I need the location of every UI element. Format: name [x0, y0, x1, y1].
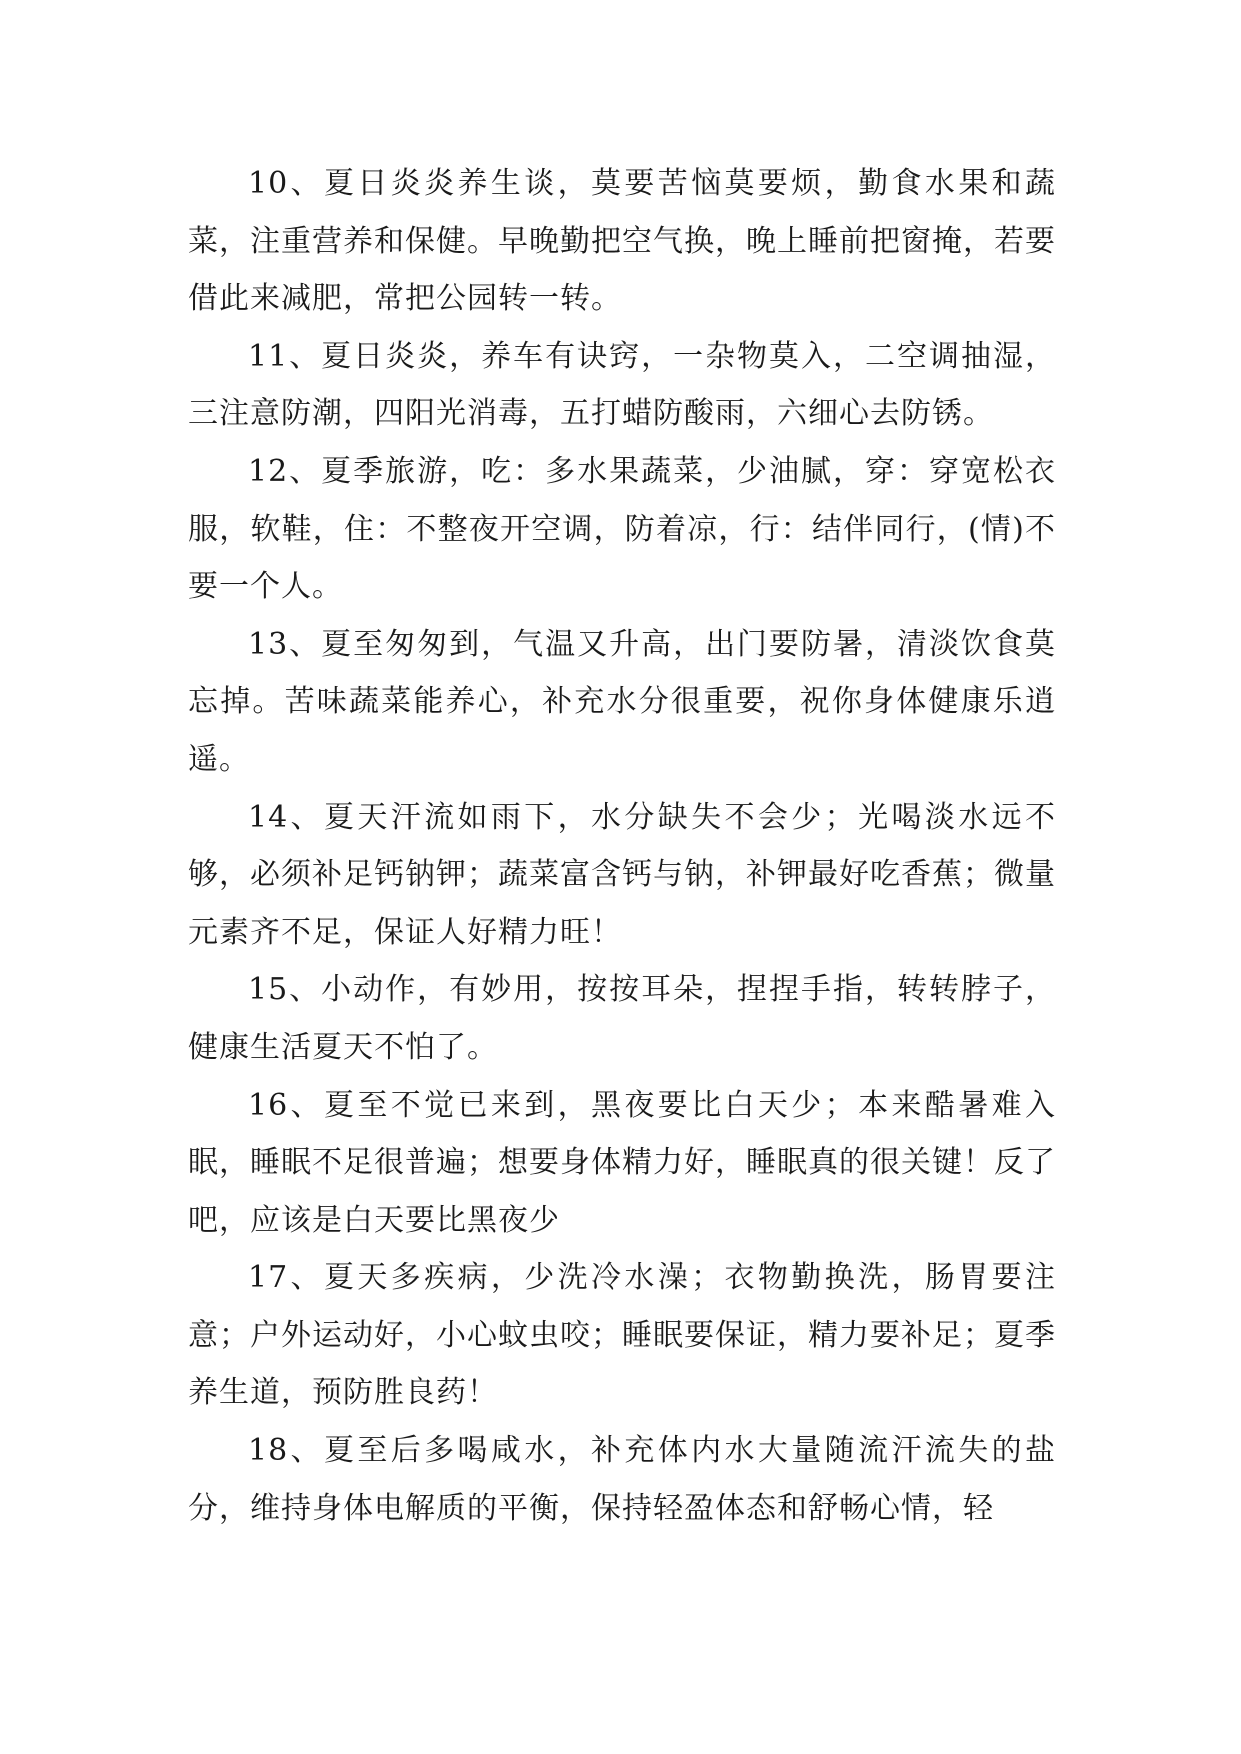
document-body [188, 155, 1056, 1537]
paragraph-11: 11、夏日炎炎，养车有诀窍，一杂物莫入，二空调抽湿，三注意防潮，四阳光消毒，五打蜡防酸雨，六细心去防锈。 [188, 338, 1056, 432]
paragraph-18: 18、夏至后多喝咸水，补充体内水大量随流汗流失的盐分，维持身体电解质的平衡，保持轻盈体态和舒畅心情，轻 [188, 1433, 1056, 1526]
paragraph-12: 12、夏季旅游，吃：多水果蔬菜，少油腻，穿：穿宽松衣服，软鞋，住：不整夜开空调，防着凉，行：结伴同行，(情)不要一个人。 [188, 453, 1056, 605]
paragraph-13: 13、夏至匆匆到，气温又升高，出门要防暑，清淡饮食莫忘掉。苦味蔬菜能养心，补充水分很重要，祝你身体健康乐逍遥。 [188, 626, 1056, 777]
paragraph-14: 14、夏天汗流如雨下，水分缺失不会少；光喝淡水远不够，必须补足钙钠钾；蔬菜富含钙与钠，补钾最好吃香蕉；微量元素齐不足，保证人好精力旺！ [188, 799, 1056, 950]
paragraph-15: 15、小动作，有妙用，按按耳朵，捏捏手指，转转脖子，健康生活夏天不怕了。 [188, 972, 1056, 1065]
paragraph-17: 17、夏天多疾病，少洗冷水澡；衣物勤换洗，肠胃要注意；户外运动好，小心蚊虫咬；睡眠要保证，精力要补足；夏季养生道，预防胜良药！ [188, 1260, 1056, 1411]
paragraph-10: 10、夏日炎炎养生谈，莫要苦恼莫要烦，勤食水果和蔬菜，注重营养和保健。早晚勤把空气换，晚上睡前把窗掩，若要借此来减肥，常把公园转一转。 [188, 166, 1056, 317]
paragraph-16: 16、夏至不觉已来到，黑夜要比白天少；本来酷暑难入眠，睡眠不足很普遍；想要身体精力好，睡眠真的很关键！反了吧，应该是白天要比黑夜少 [188, 1087, 1056, 1238]
